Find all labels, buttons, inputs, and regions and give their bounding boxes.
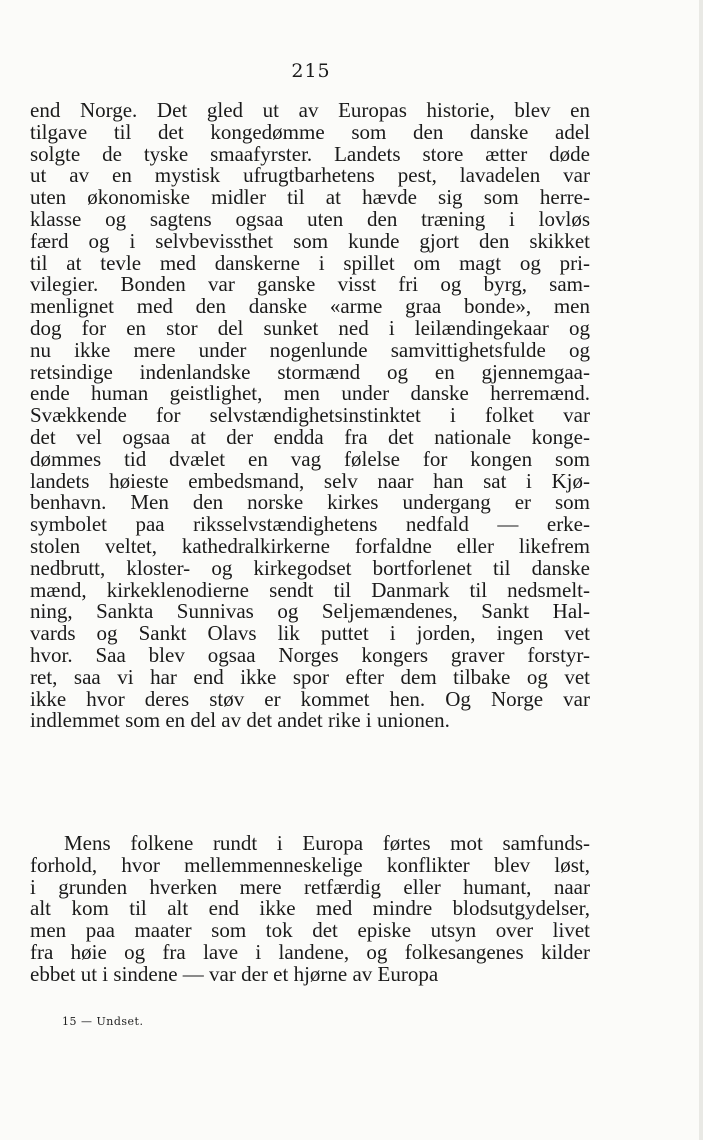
text-line: fra høie og fra lave i landene, og folkesangenes kilder	[30, 939, 590, 964]
text-line: dog for en stor del sunket ned i leilændingekaar og	[30, 315, 590, 340]
text-line: hvor. Saa blev ogsaa Norges kongers graver forstyr-	[30, 642, 590, 667]
text-line: alt kom til alt end ikke med mindre blodsutgydelser,	[30, 896, 590, 921]
text-line: solgte de tyske smaafyrster. Landets store ætter døde	[30, 141, 590, 166]
text-line: benhavn. Men den norske kirkes undergang er som	[30, 490, 590, 515]
text-line: Mens folkene rundt i Europa førtes mot samfunds-	[64, 831, 590, 855]
text-line: ikke hvor deres støv er kommet hen. Og Norge var	[30, 686, 590, 711]
text-line: det vel ogsaa at der endda fra det nationale konge-	[30, 424, 590, 449]
paragraph-2	[30, 833, 590, 986]
text-line: færd og i selvbevissthet som kunde gjort den skikket	[30, 228, 590, 253]
paragraph-1	[30, 100, 590, 732]
text-line: indlemmet som en del av det andet rike i unionen.	[30, 708, 450, 733]
text-line: ret, saa vi har end ikke spor efter dem tilbake og vet	[30, 664, 590, 689]
text-line: retsindige indenlandske stormænd og en gjennemgaa-	[30, 359, 590, 384]
text-line: ebbet ut i sindene — var der et hjørne av Europa	[30, 961, 439, 986]
text-line: forhold, hvor mellemmenneskelige konflikter blev løst,	[30, 852, 590, 877]
text-line: i grunden hverken mere retfærdig eller humant, naar	[30, 874, 590, 899]
page-edge	[699, 0, 703, 1140]
text-line: til at tevle med danskerne i spillet om magt og pri-	[30, 250, 590, 275]
text-line: end Norge. Det gled ut av Europas historie, blev en	[30, 98, 590, 122]
signature-mark: 15 — Undset.	[62, 1015, 144, 1028]
text-line: ning, Sankta Sunnivas og Seljemændenes, Sankt Hal-	[30, 599, 590, 624]
text-line: uten økonomiske midler til at hævde sig som herre-	[30, 185, 590, 210]
text-line: landets høieste embedsmand, selv naar han sat i Kjø-	[30, 468, 590, 493]
page-number: 215	[291, 60, 331, 82]
text-line: vards og Sankt Olavs lik puttet i jorden, ingen vet	[30, 621, 590, 646]
text-line: klasse og sagtens ogsaa uten den træning i lovløs	[30, 206, 590, 231]
text-line: symbolet paa riksselvstændighetens nedfald — erke-	[30, 512, 590, 537]
text-line: nu ikke mere under nogenlunde samvittighetsfulde og	[30, 337, 590, 362]
text-line: Svækkende for selvstændighetsinstinktet i folket var	[30, 403, 590, 428]
text-line: men paa maater som tok det episke utsyn over livet	[30, 918, 590, 943]
text-line: menlignet med den danske «arme graa bonde», men	[30, 294, 590, 319]
text-line: stolen veltet, kathedralkirkerne forfaldne eller likefrem	[30, 533, 590, 558]
text-line: dømmes tid dvælet en vag følelse for kongen som	[30, 446, 590, 471]
text-line: ende human geistlighet, men under danske herremænd.	[30, 381, 590, 406]
text-line: ut av en mystisk ufrugtbarhetens pest, lavadelen var	[30, 163, 590, 188]
text-line: mænd, kirkeklenodierne sendt til Danmark til nedsmelt-	[30, 577, 590, 602]
text-line: tilgave til det kongedømme som den danske adel	[30, 119, 590, 144]
text-line: vilegier. Bonden var ganske visst fri og byrg, sam-	[30, 272, 590, 297]
text-line: nedbrutt, kloster- og kirkegodset bortforlenet til danske	[30, 555, 590, 580]
